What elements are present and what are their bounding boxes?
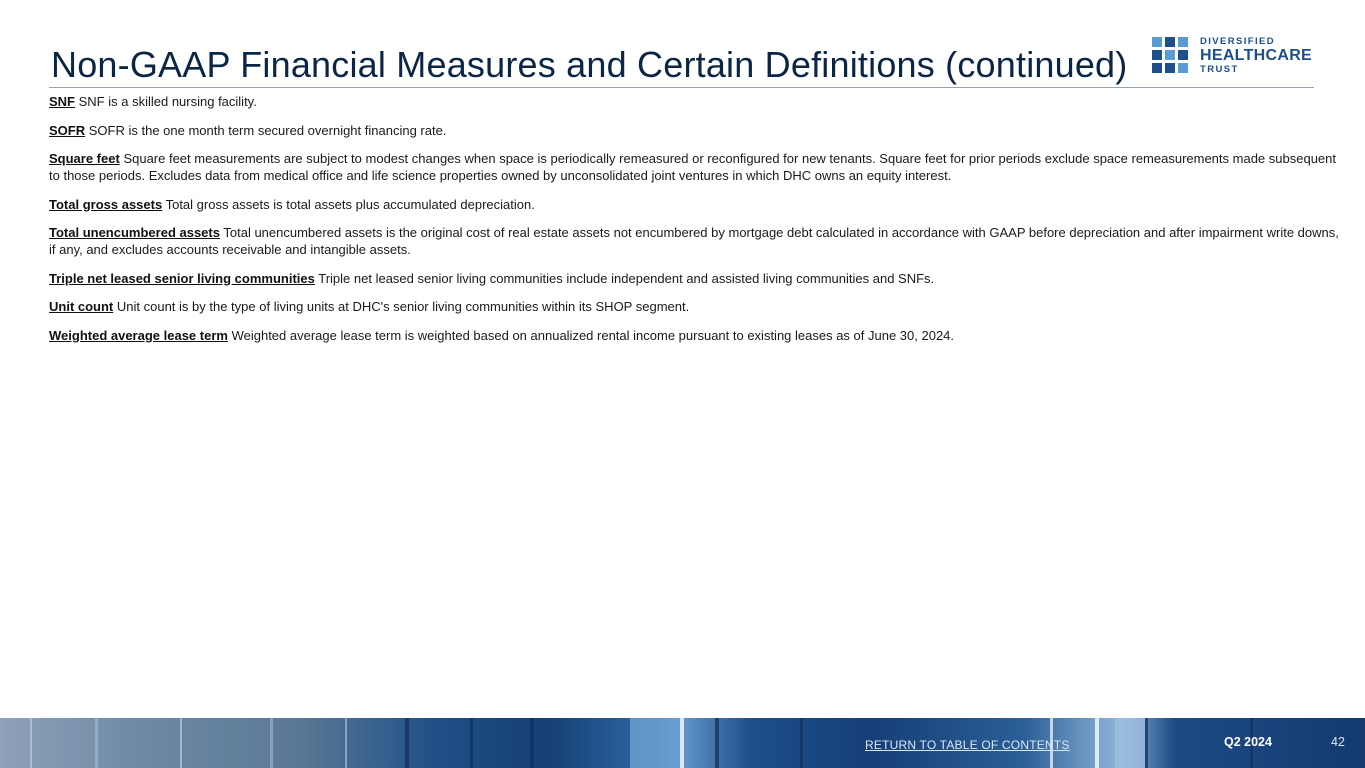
definition-text: Total gross assets is total assets plus accumulated depreciation.: [165, 196, 535, 212]
definition-item: [49, 327, 1339, 344]
page-title: Non-GAAP Financial Measures and Certain Definitions (continued): [51, 44, 1128, 85]
logo-line-3: TRUST: [1200, 64, 1239, 75]
definition-item: [49, 298, 1339, 315]
definition-term: Weighted average lease term: [49, 327, 228, 343]
definition-text: Unit count is by the type of living units at DHC's senior living communities within its SHOP segment.: [116, 299, 690, 314]
definition-text: Weighted average lease term is weighted based on annualized rental income pursuant to existing leases as of June 30, 2024.: [231, 327, 955, 343]
definition-text: Triple net leased senior living communities include independent and assisted living communities and SNFs.: [318, 270, 935, 286]
definition-term: Unit count: [49, 299, 114, 314]
report-period: Q2 2024: [1224, 735, 1272, 749]
logo-wordmark: [1200, 36, 1312, 75]
definition-text: Total unencumbered assets is the original cost of real estate assets not encumbered by mortgage debt calculated in accordance with GAAP before depreciation and after impairment write downs, if any, and excludes accounts receivable and intangible assets.: [49, 225, 1339, 257]
page-number: 42: [1331, 735, 1345, 749]
definitions-list: [49, 93, 1339, 355]
definition-item: [49, 93, 1339, 110]
definition-text: SOFR is the one month term secured overnight financing rate.: [88, 122, 447, 138]
company-logo: [1152, 36, 1317, 76]
definition-text: Square feet measurements are subject to modest changes when space is periodically remeasured or reconfigured for new tenants. Square feet for prior periods exclude space remeasurements made subsequent to those periods. Excludes data from medical office and life science properties owned by unconsolidated joint ventures in which DHC owns an equity interest.: [49, 151, 1336, 183]
definition-item: [49, 270, 1339, 287]
logo-line-1: DIVERSIFIED: [1200, 36, 1276, 47]
definition-term: SOFR: [49, 122, 86, 138]
definition-term: Total gross assets: [49, 196, 163, 212]
logo-grid-icon: [1152, 37, 1188, 73]
definition-term: Square feet: [49, 151, 120, 166]
definition-item: [49, 122, 1339, 139]
return-to-toc-link[interactable]: RETURN TO TABLE OF CONTENTS: [865, 738, 1070, 752]
definition-term: SNF: [49, 94, 75, 109]
definition-term: Triple net leased senior living communities: [49, 270, 315, 286]
footer-banner: [0, 718, 1365, 768]
logo-line-2: HEALTHCARE: [1200, 47, 1313, 64]
definition-item: [49, 150, 1339, 184]
definition-term: Total unencumbered assets: [49, 225, 220, 240]
definition-item: [49, 224, 1339, 258]
definition-item: [49, 196, 1339, 213]
title-divider: [49, 87, 1314, 88]
definition-text: SNF is a skilled nursing facility.: [78, 94, 257, 109]
